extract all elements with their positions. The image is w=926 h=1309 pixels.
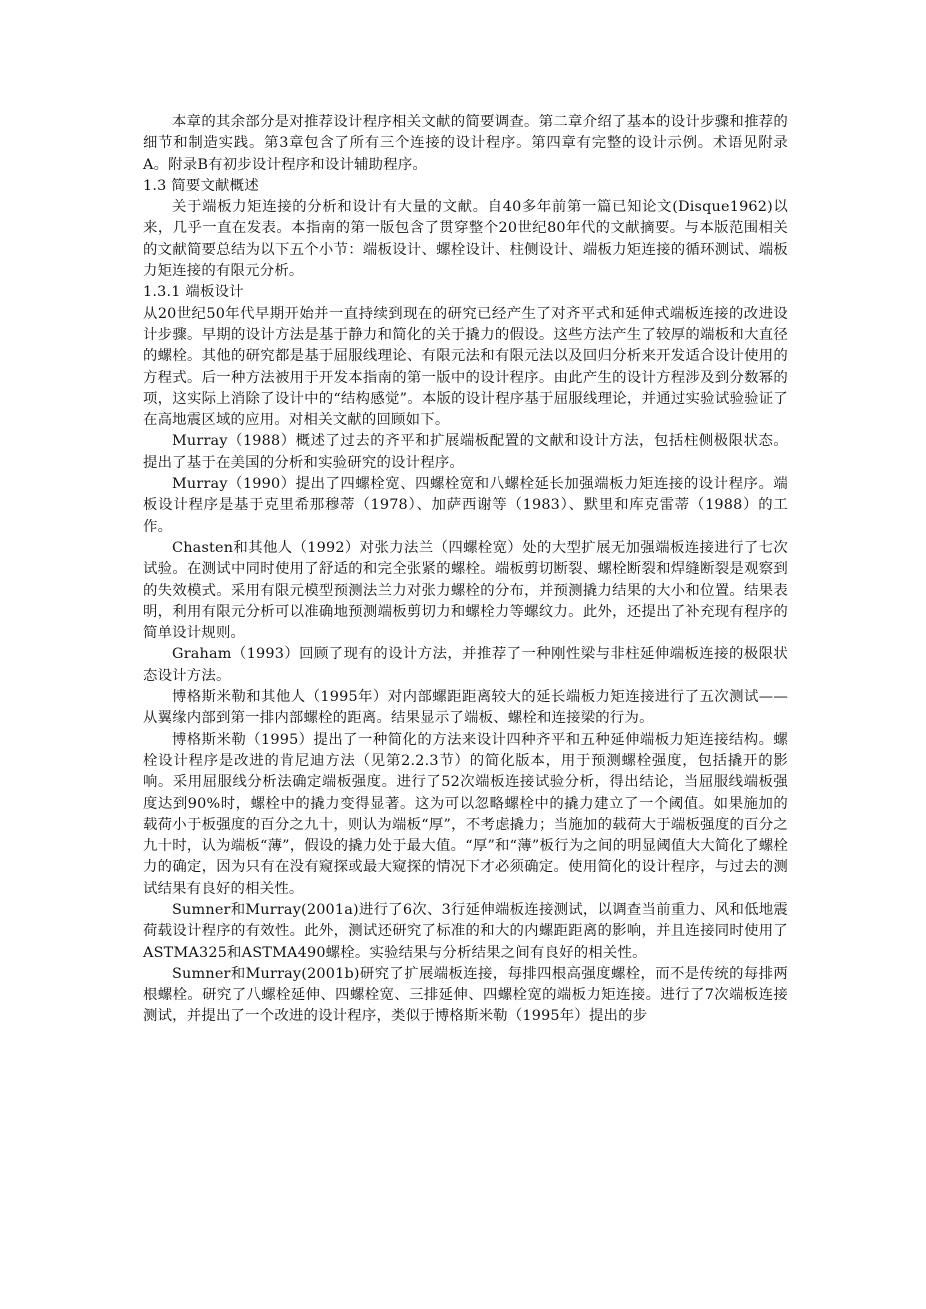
paragraph-borgsmiller-1995-method: 博格斯米勒（1995）提出了一种简化的方法来设计四种齐平和五种延伸端板力矩连接结构。螺栓设计程序是改进的肯尼迪方法（见第2.2.3节）的简化版本，用于预测螺栓强度，包括撬开的影响。采用屈服线分析法确定端板强度。进行了52次端板连接试验分析，得出结论，当屈服线端板强度达到90%时，螺栓中的撬力变得显著。这为可以忽略螺栓中的撬力建立了一个阈值。如果施加的载荷小于板强度的百分之九十，则认为端板“厚”，不考虑撬力；当施加的载荷大于端板强度的百分之九十时，认为端板“薄”，假设的撬力处于最大值。“厚”和“薄”板行为之间的明显阈值大大简化了螺栓力的确定，因为只有在没有窥探或最大窥探的情况下才必须确定。使用简化的设计程序，与过去的测试结果有良好的相关性。 xyxy=(143,731,788,897)
paragraph-chasten-1992: Chasten和其他人（1992）对张力法兰（四螺栓宽）处的大型扩展无加强端板连接进行了七次试验。在测试中同时使用了舒适的和完全张紧的螺栓。端板剪切断裂、螺栓断裂和焊缝断裂是观察到的失效模式。采用有限元模型预测法兰力对张力螺栓的分布，并预测撬力结果的大小和位置。结果表明，利用有限元分析可以准确地预测端板剪切力和螺栓力等螺纹力。此外，还提出了补充现有程序的简单设计规则。 xyxy=(143,539,788,642)
paragraph-literature-intro: 关于端板力矩连接的分析和设计有大量的文献。自40多年前第一篇已知论文(Disque1962)以来，几乎一直在发表。本指南的第一版包含了贯穿整个20世纪80年代的文献摘要。与本版范围相关的文献简要总结为以下五个小节：端板设计、螺栓设计、柱侧设计、端板力矩连接的循环测试、端板力矩连接的有限元分析。 xyxy=(143,199,788,280)
paragraph-graham-1993: Graham（1993）回顾了现有的设计方法，并推荐了一种刚性梁与非柱延伸端板连接的极限状态设计方法。 xyxy=(143,646,788,684)
paragraph-chapter-overview: 本章的其余部分是对推荐设计程序相关文献的简要调查。第二章介绍了基本的设计步骤和推荐的细节和制造实践。第3章包含了所有三个连接的设计程序。第四章有完整的设计示例。术语见附录A。附录B有初步设计程序和设计辅助程序。 xyxy=(143,114,788,173)
paragraph-murray-1988: Murray（1988）概述了过去的齐平和扩展端板配置的文献和设计方法，包括柱侧极限状态。提出了基于在美国的分析和实验研究的设计程序。 xyxy=(143,433,788,471)
document-page xyxy=(143,112,788,1028)
section-heading-1-3: 1.3 简要文献概述 xyxy=(143,177,259,194)
paragraph-murray-1990: Murray（1990）提出了四螺栓宽、四螺栓宽和八螺栓延长加强端板力矩连接的设计程序。端板设计程序是基于克里希那穆蒂（1978）、加萨西谢等（1983）、默里和库克雷蒂（1988）的工作。 xyxy=(143,476,788,535)
paragraph-sumner-murray-2001b: Sumner和Murray(2001b)研究了扩展端板连接，每排四根高强度螺栓，而不是传统的每排两根螺栓。研究了八螺栓延伸、四螺栓宽、三排延伸、四螺栓宽的端板力矩连接。进行了7次端板连接测试，并提出了一个改进的设计程序，类似于博格斯米勒（1995年）提出的步 xyxy=(143,965,788,1025)
paragraph-endplate-design-history: 从20世纪50年代早期开始并一直持续到现在的研究已经产生了对齐平式和延伸式端板连接的改进设计步骤。早期的设计方法是基于静力和简化的关于撬力的假设。这些方法产生了较厚的端板和大直径的螺栓。其他的研究都是基于屈服线理论、有限元法和有限元法以及回归分析来开发适合设计使用的方程式。后一种方法被用于开发本指南的第一版中的设计程序。由此产生的设计方程涉及到分数幂的项，这实际上消除了设计中的“结构感觉”。本版的设计程序基于屈服线理论，并通过实验试验验证了在高地震区域的应用。对相关文献的回顾如下。 xyxy=(143,305,788,429)
paragraph-sumner-murray-2001a: Sumner和Murray(2001a)进行了6次、3行延伸端板连接测试，以调查当前重力、风和低地震荷载设计程序的有效性。此外，测试还研究了标准的和大的内螺距距离的影响，并且连接同时使用了ASTMA325和ASTMA490螺栓。实验结果与分析结果之间有良好的相关性。 xyxy=(143,901,788,961)
section-heading-1-3-1: 1.3.1 端板设计 xyxy=(143,284,244,301)
paragraph-borgsmiller-1995-tests: 博格斯米勒和其他人（1995年）对内部螺距距离较大的延长端板力矩连接进行了五次测试——从翼缘内部到第一排内部螺栓的距离。结果显示了端板、螺栓和连接梁的行为。 xyxy=(143,689,788,727)
